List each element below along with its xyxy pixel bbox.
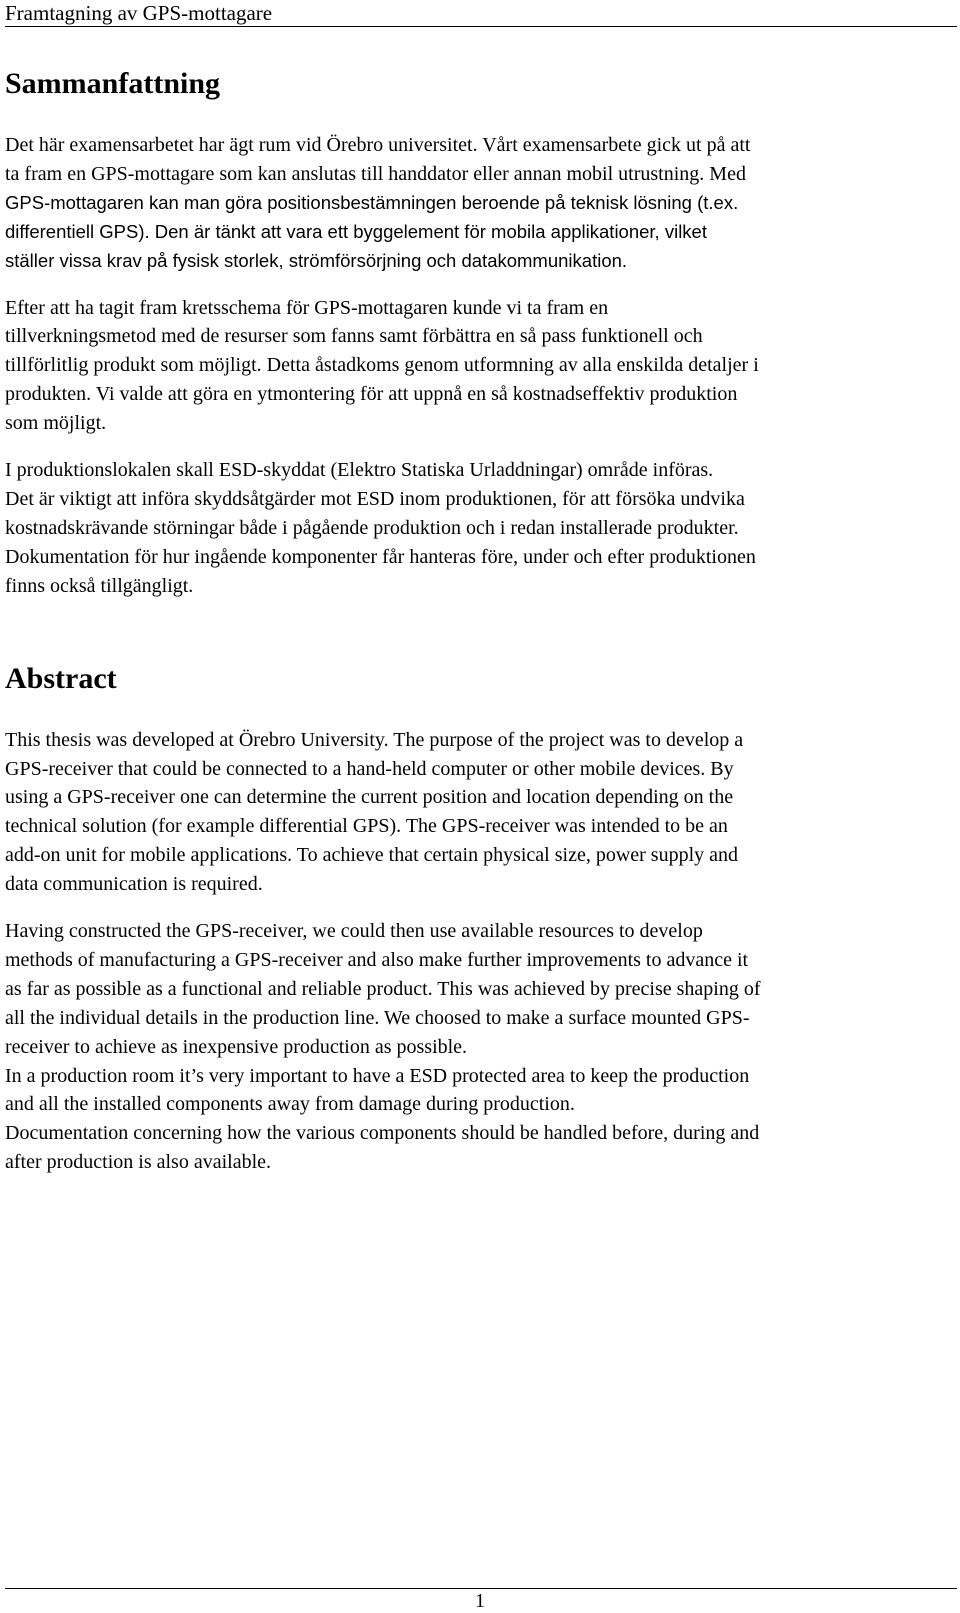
text-line: receiver to achieve as inexpensive production as possible. [5, 1035, 468, 1058]
text-line: produkten. Vi valde att göra en ytmontering för att uppnå en så kostnadseffektiv produktion [5, 383, 738, 406]
text-line: Det är viktigt att införa skyddsåtgärder mot ESD inom produktionen, för att försöka undvika [5, 487, 745, 510]
text-line: kostnadskrävande störningar både i pågående produktion och i redan installerade produkter. [5, 516, 739, 539]
text-line: technical solution (for example differential GPS). The GPS-receiver was intended to be an [5, 815, 728, 838]
text-line: Efter att ha tagit fram kretsschema för GPS-mottagaren kunde vi ta fram en [5, 296, 609, 319]
text-line: GPS-receiver that could be connected to a hand-held computer or other mobile devices. By [5, 757, 734, 780]
text-line: after production is also available. [5, 1151, 272, 1174]
text-line: methods of manufacturing a GPS-receiver and also make further improvements to advance it [5, 948, 749, 971]
sammanfattning-paragraph-1 [5, 131, 955, 276]
abstract-paragraph-1 [5, 726, 955, 899]
text-line: finns också tillgängligt. [5, 574, 194, 597]
text-line: add-on unit for mobile applications. To achieve that certain physical size, power supply and [5, 844, 739, 867]
text-line: tillförlitlig produkt som möjligt. Detta åstadkoms genom utformning av alla enskilda detaljer i [5, 354, 759, 377]
text-line: and all the installed components away from damage during production. [5, 1093, 575, 1116]
page-content [5, 64, 955, 1177]
text-line: Dokumentation för hur ingående komponenter får hanteras före, under och efter produktionen [5, 545, 756, 568]
text-line: using a GPS-receiver one can determine the current position and location depending on the [5, 786, 734, 809]
text-line: som möjligt. [5, 412, 107, 435]
text-line: I produktionslokalen skall ESD-skyddat (Elektro Statiska Urladdningar) område införas. [5, 459, 714, 482]
sammanfattning-paragraph-3 [5, 456, 955, 601]
text-line: as far as possible as a functional and reliable product. This was achieved by precise shaping of [5, 977, 761, 1000]
footer-divider [5, 1588, 957, 1589]
running-header: Framtagning av GPS-mottagare [5, 0, 957, 27]
text-line: ta fram en GPS-mottagare som kan anslutas till handdator eller annan mobil utrustning. Med [5, 162, 746, 185]
text-line: tillverkningsmetod med de resurser som fanns samt förbättra en så pass funktionell och [5, 325, 703, 348]
abstract-paragraph-2 [5, 917, 955, 1177]
text-line: differentiell GPS). Den är tänkt att vara ett byggelement för mobila applikationer, vilket [5, 220, 707, 242]
text-line: ställer vissa krav på fysisk storlek, strömförsörjning och datakommunikation. [5, 249, 628, 271]
text-line: This thesis was developed at Örebro University. The purpose of the project was to develop a [5, 728, 744, 751]
sammanfattning-paragraph-2 [5, 294, 955, 439]
text-line: data communication is required. [5, 873, 263, 896]
text-line: all the individual details in the production line. We choosed to make a surface mounted GPS- [5, 1006, 750, 1029]
text-line: In a production room it’s very important to have a ESD protected area to keep the production [5, 1064, 750, 1087]
heading-sammanfattning: Sammanfattning [5, 67, 221, 100]
heading-abstract: Abstract [5, 661, 117, 695]
page-number: 1 [475, 1590, 485, 1612]
text-line: Det här examensarbetet har ägt rum vid Örebro universitet. Vårt examensarbete gick ut på att [5, 134, 751, 156]
text-line: Documentation concerning how the various components should be handled before, during and [5, 1122, 760, 1145]
text-line: Having constructed the GPS-receiver, we could then use available resources to develop [5, 920, 703, 943]
text-line: GPS-mottagaren kan man göra positionsbestämningen beroende på teknisk lösning (t.ex. [5, 191, 739, 213]
